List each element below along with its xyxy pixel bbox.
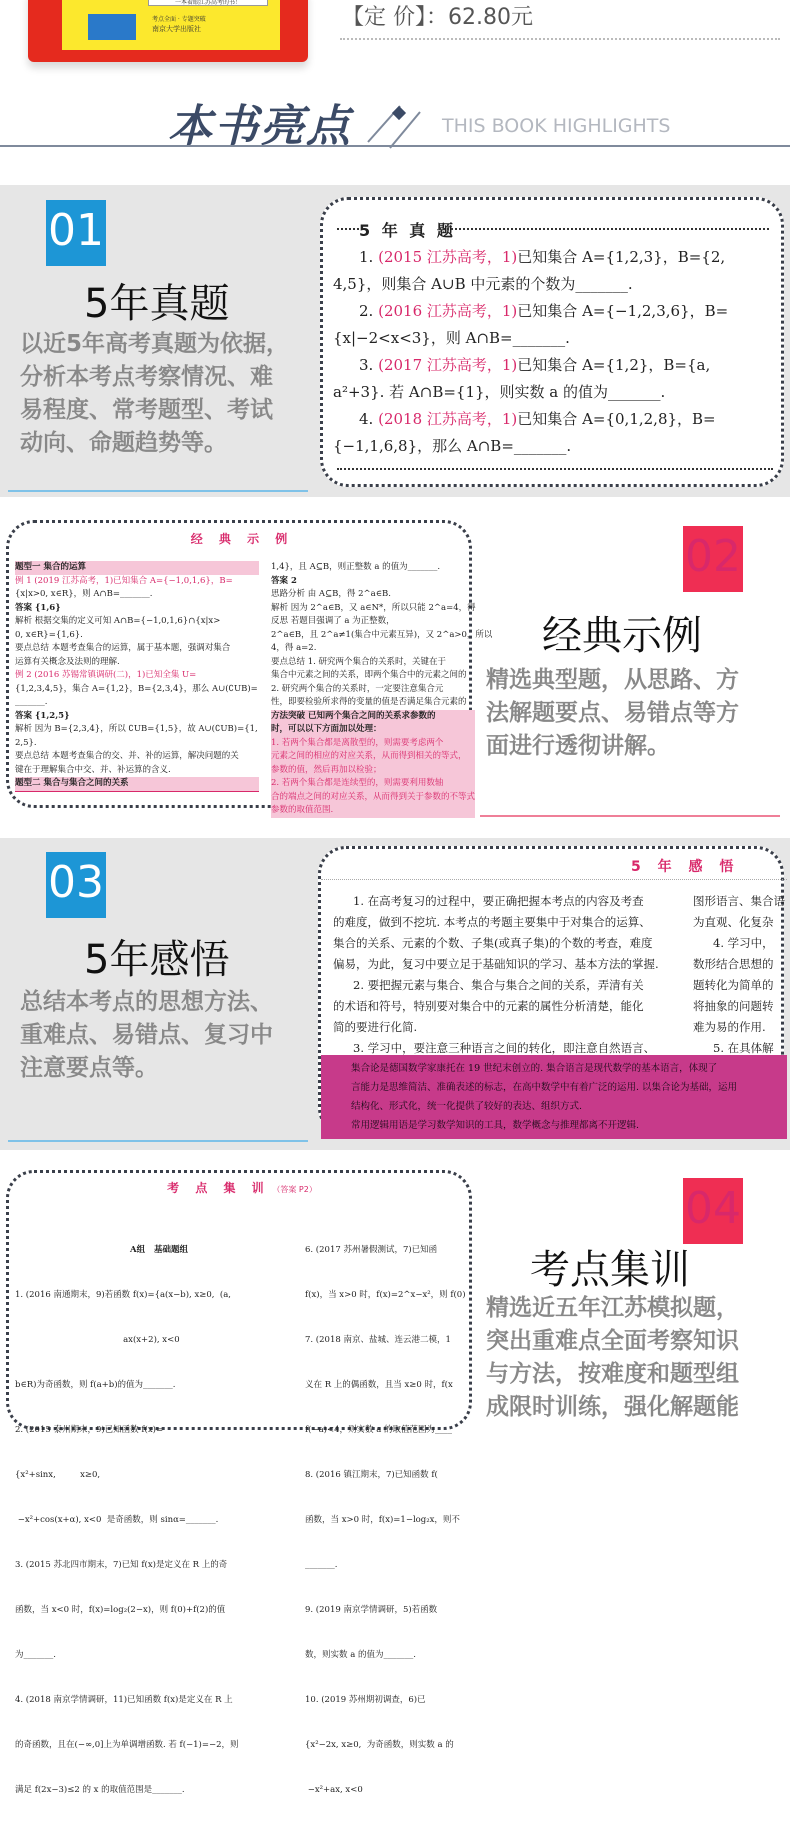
sample-question-list [333, 244, 779, 460]
col-line: 0, x∈R}={1,6}. [15, 629, 83, 640]
book-cover-blue-panel [88, 14, 136, 40]
col-line: 答案 {1,6} [15, 602, 61, 613]
col-line: 解析 根据交集的定义可知 A∩B={−1,0,1,6}∩{x|x> [15, 616, 221, 626]
section-02-description [486, 664, 739, 763]
col-line: 义在 R 上的偶函数，且当 x≥0 时，f(x [305, 1380, 453, 1390]
col-line: 的奇函数，且在(−∞,0]上为单调增函数. 若 f(−1)=−2，则 [15, 1740, 239, 1750]
col-line: {x|x>0, x∈R}，则 A∩B=_______. [15, 589, 153, 599]
col-line: 图形语言、集合语 [693, 894, 785, 908]
price-label: 【定 价】：62.80元 [342, 5, 533, 30]
col-line: 3. (2015 苏北四市期末，7)已知 f(x)是定义在 R 上的奇 [15, 1560, 228, 1570]
heading-dots-left [337, 228, 359, 230]
col-line: 满足 f(2x−3)≤2 的 x 的取值范围是_______. [15, 1785, 185, 1795]
section-04-number: 04 [683, 1178, 743, 1244]
col-line: 要点总结 本题考查集合的运算，属于基本题，强调对集合 [15, 643, 231, 653]
col-line: 参数的取值范围. [271, 805, 334, 815]
sample-heading: 考 点 集 训 [167, 1181, 270, 1195]
heading-dots-right [439, 228, 769, 230]
heading-rule [321, 879, 787, 880]
col-line: 时，可以以下方面加以处理： [271, 724, 382, 734]
sample-heading: 5 年 真 题 [359, 221, 456, 240]
col-line: 例 2 (2016 苏锡常镇调研(二)，1)已知全集 U= [15, 670, 197, 680]
highlights-title: 本书亮点 [168, 101, 352, 152]
col-line: 的难度，做到不挖坑. 本考点的考题主要集中于对集合的运算、 [333, 915, 651, 929]
col-line: b∈R)为奇函数，则 f(a+b)的值为_______. [15, 1380, 176, 1390]
section-03-number: 03 [46, 852, 106, 918]
sample-heading-row [9, 1181, 475, 1198]
col-line: 1. (2016 南通期末，9)若函数 f(x)={a(x−b), x≥0, (a, [15, 1290, 231, 1300]
col-line: 1. 在高考复习的过程中，要正确把握本考点的内容及考查 [353, 894, 644, 908]
desc-line: 动向、命题趋势等。 [20, 430, 227, 456]
col-line: 例 1 (2019 江苏高考，1)已知集合 A={−1,0,1,6}，B= [15, 575, 233, 586]
col-line: 集合的关系、元素的个数、子集(或真子集)的个数的考查，难度 [333, 936, 653, 950]
sample-heading: 5 年 感 悟 [631, 859, 740, 875]
col-line: 函数，当 x>0 时，f(x)=1−log₂x，则不 [305, 1515, 460, 1525]
sample-left-column [15, 1213, 303, 1828]
desc-line: 重难点、易错点、复习中 [20, 1022, 273, 1048]
col-line: _______. [305, 1560, 338, 1570]
col-line: {1,2,3,4,5}，集合 A={1,2}，B={2,3,4}，那么 A∪(∁UB)= [15, 683, 258, 694]
section-01-description [20, 328, 289, 460]
col-line: 解析 因为 2^a∈B，又 a∈N*，所以只能 2^a=4，得 [271, 602, 476, 613]
question-line: 1. (2015 江苏高考，1)已知集合 A={1,2,3}，B={2, [359, 248, 726, 266]
col-line: 的术语和符号，特别要对集合中的元素的属性分析清楚，能化 [333, 999, 644, 1013]
col-line: 数形结合思想的 [693, 957, 774, 971]
col-line: 2. 要把握元素与集合、集合与集合之间的关系，弄清有关 [353, 978, 644, 992]
col-line: {x²−2x, x≥0, 为奇函数，则实数 a 的 [305, 1740, 454, 1750]
col-line: −x²+cos(x+α), x<0 是奇函数，则 sinα=_______. [15, 1515, 219, 1525]
top-strip [0, 0, 790, 70]
section-02-number: 02 [683, 526, 743, 592]
col-line: 6. (2017 苏州暑假测试，7)已知函 [305, 1245, 438, 1255]
section-04-sample-page [6, 1170, 472, 1795]
col-line: 要点总结 本题考查集合的交、并、补的运算，解决问题的关 [15, 751, 239, 761]
col-line: 元素之间的相应的对应关系，从而得到相关的等式， [271, 751, 467, 761]
note-line: 结构化、形式化，统一化提供了较好的表达、组织方式. [351, 1101, 583, 1112]
section-02-sample-page [6, 520, 493, 815]
section-03-accent-line [8, 1140, 308, 1142]
sample-right-column [305, 1213, 475, 1828]
section-02-accent-line [480, 815, 780, 817]
col-line: 要点总结 1. 研究两个集合的关系时，关键在于 [271, 656, 447, 667]
header-slash-decoration [360, 92, 420, 152]
question-line: 2. (2016 江苏高考，1)已知集合 A={−1,2,3,6}，B= [359, 302, 729, 320]
col-line: 1,4}，且 A⊆B，则正整数 a 的值为_______. [271, 562, 441, 572]
desc-line: 精选典型题，从思路、方 [486, 667, 739, 693]
col-line: 4. (2018 南京学情调研，11)已知函数 f(x)是定义在 R 上 [15, 1695, 233, 1705]
col-line: 为直观、化复杂 [693, 915, 774, 929]
col-line: 题转化为简单的 [693, 978, 774, 992]
col-line: 偏易，为此，复习中要立足于基础知识的学习、基本方法的掌握. [333, 957, 659, 971]
sample-heading: 经 典 示 例 [190, 532, 294, 546]
desc-line: 面进行透彻讲解。 [486, 733, 670, 759]
section-01-accent-line [8, 490, 308, 492]
sample-right-column [693, 891, 787, 1059]
pink-note-band [321, 1055, 787, 1139]
col-line: 8. (2016 镇江期末，7)已知函数 f( [305, 1470, 438, 1480]
book-cover-image [28, 0, 308, 62]
question-line: {−1,1,6,8}，那么 A∩B=_______. [333, 437, 572, 455]
col-line: 合的端点之间的对应关系，从而得到关于参数的不等式 [271, 791, 476, 802]
header-underline [0, 145, 790, 147]
col-line: 函数，当 x<0 时，f(x)=log₂(2−x)，则 f(0)+f(2)的值 [15, 1605, 226, 1615]
col-line: 答案 2 [271, 575, 297, 586]
sample-heading-note: （答案 P2） [272, 1185, 317, 1194]
col-line: 为_______. [15, 1650, 56, 1660]
price-divider [340, 38, 780, 40]
col-line: 简的要进行化简. [333, 1020, 418, 1034]
col-line: 参数的值，然后再加以检验； [271, 764, 382, 775]
desc-line: 成限时训练，强化解题能 [486, 1394, 739, 1420]
desc-line: 分析本考点考察情况、难 [20, 364, 273, 390]
sample-left-column [333, 891, 679, 1059]
section-02-title: 经典示例 [542, 613, 702, 659]
desc-line: 突出重难点全面考察知识 [486, 1328, 739, 1354]
col-line: 将抽象的问题转 [693, 999, 774, 1013]
col-line: 反思 若题目强调了 a 为正整数， [271, 616, 395, 626]
section-03-sample-page [318, 846, 784, 1136]
col-line: 7. (2018 南京、盐城、连云港二模，1 [305, 1335, 451, 1345]
col-line: 4. 学习中， [713, 936, 774, 950]
col-line: _______. [15, 697, 48, 707]
col-line: 2. 研究两个集合的关系时，一定要注意集合元 [271, 683, 444, 694]
col-line: 5. 在具体解 [713, 1041, 774, 1055]
desc-line: 与方法，按难度和题型组 [486, 1361, 739, 1387]
bottom-dots [337, 468, 773, 470]
col-line: 数，则实数 a 的值为_______. [305, 1650, 416, 1660]
col-line: 2^a∈B，且 2^a≠1(集合中元素互异)，又 2^a>0，所以 [271, 629, 493, 640]
col-line: {x²+sinx, x≥0, [15, 1470, 101, 1480]
col-line: 运算有关概念及法则的理解. [15, 656, 120, 667]
question-line: {x|−2<x<3}，则 A∩B=_______. [333, 329, 570, 347]
question-line: 4. (2018 江苏高考，1)已知集合 A={0,1,2,8}，B= [359, 410, 716, 428]
col-line: f(x)，当 x>0 时，f(x)=2^x−x²，则 f(0) [305, 1290, 466, 1300]
book-tagline: 一本着眼江苏高考的书！ [148, 0, 268, 6]
question-line: 4,5}，则集合 A∪B 中元素的个数为_______. [333, 275, 633, 293]
highlights-subtitle: THIS BOOK HIGHLIGHTS [442, 115, 671, 137]
section-04-description [486, 1292, 739, 1424]
col-line: 方法突破 已知两个集合之间的关系求参数的 [271, 710, 436, 721]
col-line: 9. (2019 南京学情调研，5)若函数 [305, 1605, 438, 1615]
col-line: 4，得 a=2. [271, 643, 317, 653]
note-line: 言能力是思维简洁、准确表述的标志，在高中数学中有着广泛的运用. 以集合论为基础，运用 [351, 1082, 738, 1093]
col-line: 集合中元素之间的关系，即两个集合中的元素之间的 [271, 670, 467, 680]
section-03-description [20, 986, 273, 1085]
book-tagline-2: 考点全面 · 专题突破 [152, 16, 206, 23]
col-line: 2. (2015 泰州期末，9)已知函数 f(x)= [15, 1425, 164, 1435]
desc-line: 易程度、常考题型、考试 [20, 397, 273, 423]
note-line: 常用逻辑用语是学习数学知识的工具，数学概念与推理都离不开逻辑. [351, 1120, 640, 1131]
group-label: A组 基础题组 [130, 1245, 188, 1255]
desc-line: 精选近五年江苏模拟题， [486, 1295, 739, 1321]
section-04-title: 考点集训 [530, 1247, 690, 1293]
col-line: 2,5}. [15, 737, 37, 748]
col-line: −x²+ax, x<0 [305, 1785, 363, 1795]
note-line: 集合论是德国数学家康托在 19 世纪末创立的. 集合语言是现代数学的基本语言，体现了 [351, 1063, 718, 1074]
question-line: 3. (2017 江苏高考，1)已知集合 A={1,2}，B={a, [359, 356, 711, 374]
desc-line: 总结本考点的思想方法、 [20, 989, 273, 1015]
col-line: 性，即要检验所求得的变量的值是否满足集合元素的 [271, 697, 467, 707]
section-01-number: 01 [46, 200, 106, 266]
desc-line: 以近5年高考真题为依据， [20, 331, 290, 357]
sample-right-column [271, 561, 493, 818]
col-line: 题型一 集合的运算 [15, 561, 259, 575]
col-line: 2. 若两个集合都是连续型的，则需要利用数轴 [271, 778, 444, 788]
col-line: f(−a)<4，则实数 a 的取值范围为____ [305, 1425, 452, 1435]
col-line: 思路分析 由 A⊆B，得 2^a∈B. [271, 589, 391, 599]
section-01-title: 5年真题 [84, 281, 230, 327]
col-line: 10. (2019 苏州期初调查，6)已 [305, 1695, 426, 1705]
sample-left-column [15, 561, 259, 792]
section-01-sample-page [320, 197, 784, 487]
col-line: 题型二 集合与集合之间的关系 [15, 777, 259, 792]
col-line: 键在于理解集合中交、并、补运算的含义. [15, 764, 171, 775]
col-line: 1. 若两个集合都是离散型的，则需要考虑两个 [271, 737, 444, 748]
desc-line: 法解题要点、易错点等方 [486, 700, 739, 726]
col-line: 答案 {1,2,5} [15, 710, 70, 721]
desc-line: 注意要点等。 [20, 1055, 158, 1081]
question-line: a²+3}. 若 A∩B={1}，则实数 a 的值为_______. [333, 383, 666, 401]
col-line: 解析 因为 B={2,3,4}，所以 ∁UB={1,5}，故 A∪(∁UB)={1, [15, 724, 258, 734]
section-03-title: 5年感悟 [84, 937, 230, 983]
col-line: 3. 学习中，要注意三种语言之间的转化，即注意自然语言、 [353, 1041, 656, 1055]
col-line: 难为易的作用. [693, 1020, 766, 1034]
col-line: ax(x+2), x<0 [15, 1335, 180, 1345]
book-publisher: 南京大学出版社 [152, 25, 201, 33]
